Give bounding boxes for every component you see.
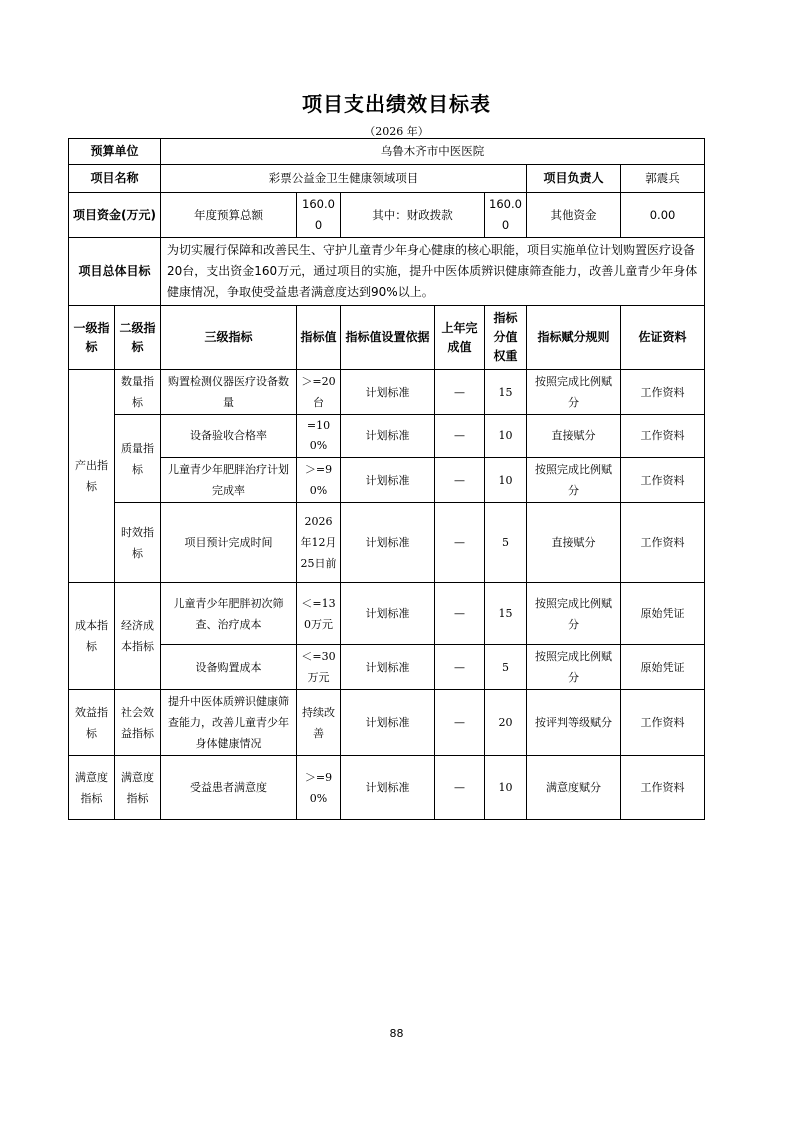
page-title: 项目支出绩效目标表	[302, 92, 491, 116]
row-weight: 10	[485, 415, 527, 458]
other-funds-value: 0.00	[621, 193, 705, 238]
header-level3: 三级指标	[161, 306, 297, 370]
header-evidence: 佐证资料	[621, 306, 705, 370]
row-value: 持续改善	[297, 690, 341, 756]
row-name: 项目预计完成时间	[161, 503, 297, 583]
row-name: 儿童青少年肥胖初次筛查、治疗成本	[161, 583, 297, 645]
row-rule: 按照完成比例赋分	[527, 370, 621, 415]
row-name: 提升中医体质辨识健康筛查能力，改善儿童青少年身体健康情况	[161, 690, 297, 756]
header-weight: 指标分值权重	[485, 306, 527, 370]
subgroup-satisfaction: 满意度指标	[115, 756, 161, 820]
annual-budget-label: 年度预算总额	[161, 193, 297, 238]
goal-text: 为切实履行保障和改善民生、守护儿童青少年身心健康的核心职能，项目实施单位计划购置医疗设备20台，支出资金160万元，通过项目的实施，提升中医体质辨识健康筛查能力，改善儿童青少年身体健康情况，争取使受益患者满意度达到90%以上。	[161, 238, 705, 306]
fund-label: 项目资金(万元)	[69, 193, 161, 238]
row-name: 设备验收合格率	[161, 415, 297, 458]
annual-budget-value: 160.00	[297, 193, 341, 238]
row-rule: 直接赋分	[527, 415, 621, 458]
header-rule: 指标赋分规则	[527, 306, 621, 370]
manager-value: 郭震兵	[621, 165, 705, 193]
subgroup-economic-cost: 经济成本指标	[115, 583, 161, 690]
fiscal-label: 其中：财政拨款	[341, 193, 485, 238]
row-rule: 按照完成比例赋分	[527, 458, 621, 503]
row-basis: 计划标准	[341, 458, 435, 503]
unit-value: 乌鲁木齐市中医医院	[161, 139, 705, 165]
row-last-year: —	[435, 756, 485, 820]
row-value: 2026年12月25日前	[297, 503, 341, 583]
row-evidence: 工作资料	[621, 503, 705, 583]
row-value: ＜=30万元	[297, 645, 341, 690]
row-name: 设备购置成本	[161, 645, 297, 690]
row-last-year: —	[435, 645, 485, 690]
header-value: 指标值	[297, 306, 341, 370]
row-weight: 5	[485, 645, 527, 690]
header-level1: 一级指标	[69, 306, 115, 370]
row-weight: 20	[485, 690, 527, 756]
row-evidence: 原始凭证	[621, 583, 705, 645]
subgroup-social-benefit: 社会效益指标	[115, 690, 161, 756]
row-value: ＜=130万元	[297, 583, 341, 645]
row-basis: 计划标准	[341, 583, 435, 645]
group-satisfaction: 满意度指标	[69, 756, 115, 820]
row-rule: 按照完成比例赋分	[527, 645, 621, 690]
row-last-year: —	[435, 458, 485, 503]
row-last-year: —	[435, 415, 485, 458]
row-evidence: 工作资料	[621, 756, 705, 820]
row-rule: 按评判等级赋分	[527, 690, 621, 756]
group-cost: 成本指标	[69, 583, 115, 690]
row-last-year: —	[435, 690, 485, 756]
row-evidence: 工作资料	[621, 690, 705, 756]
group-output: 产出指标	[69, 370, 115, 583]
row-weight: 5	[485, 503, 527, 583]
row-evidence: 原始凭证	[621, 645, 705, 690]
project-name-value: 彩票公益金卫生健康领域项目	[161, 165, 527, 193]
row-name: 儿童青少年肥胖治疗计划完成率	[161, 458, 297, 503]
header-level2: 二级指标	[115, 306, 161, 370]
other-funds-label: 其他资金	[527, 193, 621, 238]
row-basis: 计划标准	[341, 370, 435, 415]
row-value: ＞=20台	[297, 370, 341, 415]
group-benefit: 效益指标	[69, 690, 115, 756]
row-evidence: 工作资料	[621, 458, 705, 503]
row-value: ＞=90%	[297, 458, 341, 503]
row-rule: 满意度赋分	[527, 756, 621, 820]
row-name: 受益患者满意度	[161, 756, 297, 820]
row-last-year: —	[435, 370, 485, 415]
row-basis: 计划标准	[341, 415, 435, 458]
row-value: ＞=90%	[297, 756, 341, 820]
row-weight: 10	[485, 756, 527, 820]
row-basis: 计划标准	[341, 645, 435, 690]
performance-table	[68, 138, 705, 820]
page-number: 88	[389, 1027, 404, 1040]
row-last-year: —	[435, 583, 485, 645]
project-name-label: 项目名称	[69, 165, 161, 193]
row-weight: 15	[485, 370, 527, 415]
row-name: 购置检测仪器医疗设备数量	[161, 370, 297, 415]
row-rule: 按照完成比例赋分	[527, 583, 621, 645]
row-value: =100%	[297, 415, 341, 458]
subgroup-quality: 质量指标	[115, 415, 161, 503]
row-weight: 15	[485, 583, 527, 645]
row-evidence: 工作资料	[621, 415, 705, 458]
header-last-year: 上年完成值	[435, 306, 485, 370]
row-basis: 计划标准	[341, 690, 435, 756]
row-last-year: —	[435, 503, 485, 583]
fiscal-value: 160.00	[485, 193, 527, 238]
subgroup-timeliness: 时效指标	[115, 503, 161, 583]
row-basis: 计划标准	[341, 756, 435, 820]
header-basis: 指标值设置依据	[341, 306, 435, 370]
row-weight: 10	[485, 458, 527, 503]
subgroup-quantity: 数量指标	[115, 370, 161, 415]
goal-label: 项目总体目标	[69, 238, 161, 306]
row-evidence: 工作资料	[621, 370, 705, 415]
manager-label: 项目负责人	[527, 165, 621, 193]
unit-label: 预算单位	[69, 139, 161, 165]
row-basis: 计划标准	[341, 503, 435, 583]
row-rule: 直接赋分	[527, 503, 621, 583]
year-label: （2026 年）	[364, 125, 429, 138]
